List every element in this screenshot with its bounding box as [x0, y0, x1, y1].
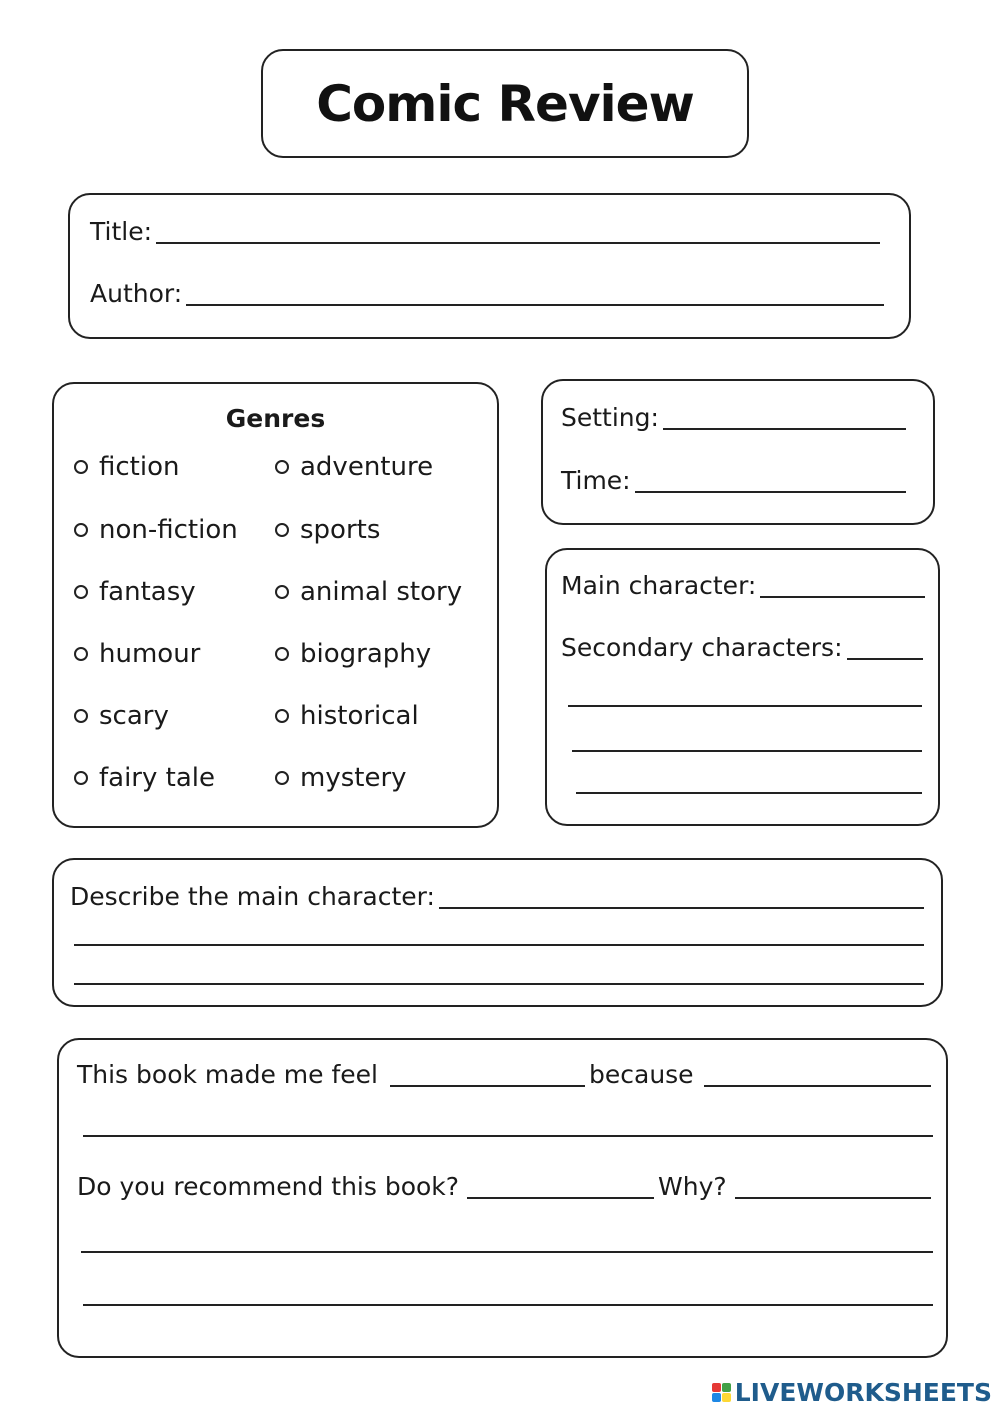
setting-field	[561, 403, 906, 433]
secondary-characters-label: Secondary characters:	[561, 633, 843, 662]
liveworksheets-logo-icon	[712, 1383, 731, 1402]
genre-option[interactable]	[275, 639, 431, 669]
page-title: Comic Review	[316, 74, 694, 133]
logo-square-blue	[712, 1393, 721, 1402]
main-character-input-line[interactable]	[760, 576, 925, 598]
describe-character-line-3[interactable]	[74, 983, 924, 985]
main-character-label: Main character:	[561, 571, 757, 600]
title-input-line[interactable]	[156, 222, 880, 244]
secondary-characters-field	[561, 633, 923, 663]
genre-label: fiction	[99, 452, 180, 482]
radio-circle-icon[interactable]	[275, 460, 289, 474]
genre-option[interactable]	[275, 452, 433, 482]
describe-character-field	[70, 882, 924, 912]
recommend-field	[77, 1172, 654, 1202]
genre-label: scary	[99, 701, 169, 731]
genre-label: adventure	[300, 452, 434, 482]
why-line-2[interactable]	[81, 1251, 933, 1253]
genre-option[interactable]	[275, 763, 407, 793]
radio-circle-icon[interactable]	[74, 460, 88, 474]
genre-label: humour	[99, 639, 201, 669]
genres-heading: Genres	[225, 404, 326, 433]
genre-option[interactable]	[275, 515, 380, 545]
genre-label: biography	[300, 639, 432, 669]
feel-label: This book made me feel	[77, 1060, 378, 1089]
because-input-line[interactable]	[704, 1065, 931, 1087]
genre-option[interactable]	[74, 452, 179, 482]
liveworksheets-brand	[712, 1378, 992, 1407]
logo-square-red	[712, 1383, 721, 1392]
feel-input-line[interactable]	[390, 1065, 585, 1087]
genre-option[interactable]	[74, 577, 196, 607]
feel-field	[77, 1060, 585, 1090]
radio-circle-icon[interactable]	[74, 647, 88, 661]
why-input-line[interactable]	[735, 1177, 931, 1199]
radio-circle-icon[interactable]	[74, 771, 88, 785]
title-field	[90, 217, 880, 247]
time-label: Time:	[561, 466, 631, 495]
radio-circle-icon[interactable]	[275, 585, 289, 599]
title-label: Title:	[90, 217, 152, 246]
setting-label: Setting:	[561, 403, 659, 432]
describe-character-input-line[interactable]	[439, 887, 924, 909]
radio-circle-icon[interactable]	[74, 523, 88, 537]
secondary-characters-input-line[interactable]	[847, 638, 923, 660]
radio-circle-icon[interactable]	[74, 585, 88, 599]
recommend-input-line[interactable]	[467, 1177, 654, 1199]
brand-text: LIVEWORKSHEETS	[734, 1378, 992, 1407]
main-character-field	[561, 571, 925, 601]
why-field	[658, 1172, 931, 1202]
because-label: because	[589, 1060, 694, 1089]
genre-label: historical	[300, 701, 419, 731]
radio-circle-icon[interactable]	[275, 647, 289, 661]
radio-circle-icon[interactable]	[275, 523, 289, 537]
genre-label: mystery	[300, 763, 407, 793]
recommend-label: Do you recommend this book?	[77, 1172, 460, 1201]
logo-square-yellow	[722, 1393, 731, 1402]
genre-label: non-fiction	[99, 515, 238, 545]
title-box	[261, 49, 749, 158]
genre-option[interactable]	[74, 515, 238, 545]
genre-option[interactable]	[275, 701, 419, 731]
secondary-characters-line-4[interactable]	[576, 792, 922, 794]
opinion-box	[57, 1038, 948, 1358]
radio-circle-icon[interactable]	[74, 709, 88, 723]
radio-circle-icon[interactable]	[275, 709, 289, 723]
logo-square-green	[722, 1383, 731, 1392]
genre-label: fantasy	[99, 577, 196, 607]
genre-label: fairy tale	[99, 763, 215, 793]
radio-circle-icon[interactable]	[275, 771, 289, 785]
describe-character-line-2[interactable]	[74, 944, 924, 946]
why-line-3[interactable]	[83, 1304, 933, 1306]
genre-option[interactable]	[74, 701, 169, 731]
author-field	[90, 279, 884, 309]
genre-label: sports	[300, 515, 381, 545]
genre-option[interactable]	[74, 763, 215, 793]
why-label: Why?	[658, 1172, 727, 1201]
characters-box	[545, 548, 940, 826]
describe-character-label: Describe the main character:	[70, 882, 435, 911]
genre-label: animal story	[300, 577, 463, 607]
setting-input-line[interactable]	[663, 408, 906, 430]
secondary-characters-line-3[interactable]	[572, 750, 922, 752]
setting-time-box	[541, 379, 935, 525]
author-label: Author:	[90, 279, 183, 308]
time-input-line[interactable]	[635, 471, 906, 493]
author-input-line[interactable]	[186, 284, 884, 306]
time-field	[561, 466, 906, 496]
secondary-characters-line-2[interactable]	[568, 705, 922, 707]
because-field	[589, 1060, 931, 1090]
because-line-2[interactable]	[83, 1135, 933, 1137]
genre-option[interactable]	[275, 577, 462, 607]
genre-option[interactable]	[74, 639, 200, 669]
describe-character-box	[52, 858, 943, 1007]
title-author-box	[68, 193, 911, 339]
genres-box	[52, 382, 499, 828]
